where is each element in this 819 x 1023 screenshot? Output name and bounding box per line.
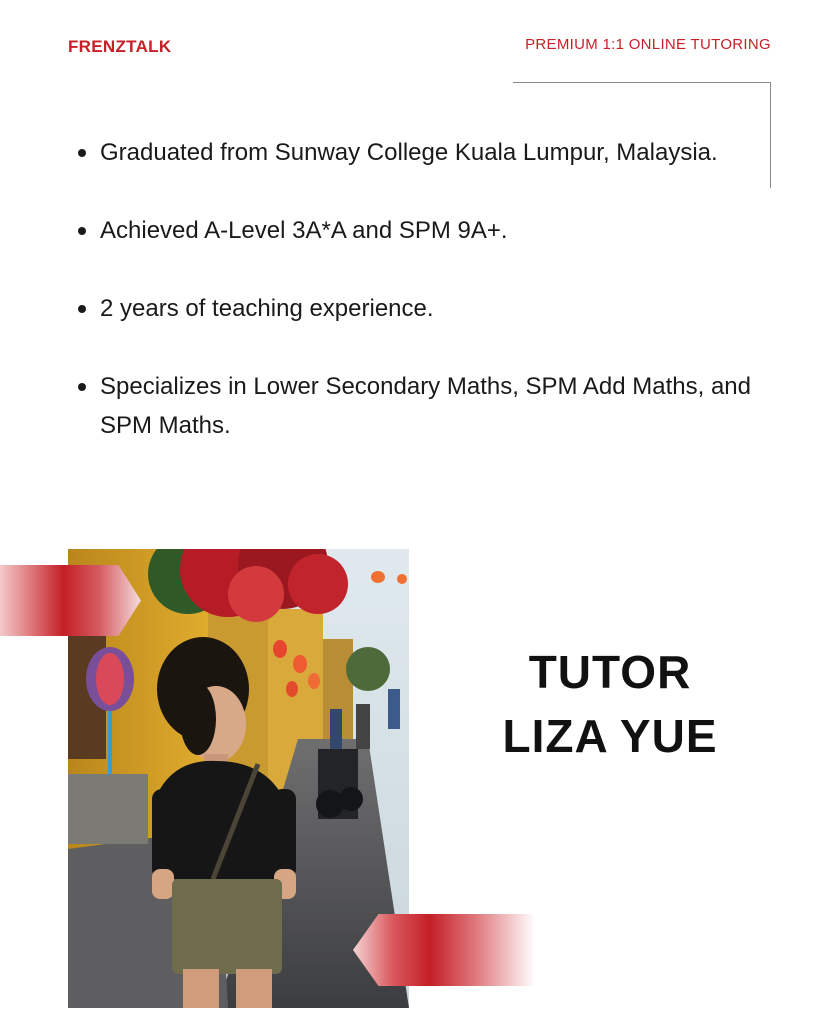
- bullet-dot-icon: [78, 227, 86, 235]
- tutor-qualifications-list: [78, 133, 758, 445]
- brand-logo-text: FRENZTALK: [68, 37, 172, 56]
- list-item: [78, 133, 758, 172]
- decorative-line-vertical: [770, 82, 771, 188]
- decorative-ribbon-left: [0, 565, 141, 636]
- list-item: [78, 211, 758, 250]
- list-item: [78, 289, 758, 328]
- decorative-line-horizontal: [513, 82, 771, 83]
- list-item: [78, 367, 758, 445]
- bullet-dot-icon: [78, 305, 86, 313]
- decorative-ribbon-right: [353, 914, 535, 986]
- tutor-title: TUTOR: [528, 646, 692, 698]
- bullet-dot-icon: [78, 383, 86, 391]
- qualification-text: Specializes in Lower Secondary Maths, SPM Add Maths, and SPM Maths.: [100, 373, 751, 439]
- header-tagline: PREMIUM 1:1 ONLINE TUTORING: [525, 36, 771, 53]
- tutor-full-name: LIZA YUE: [502, 710, 718, 762]
- qualification-text: Graduated from Sunway College Kuala Lumpur, Malaysia.: [100, 139, 718, 166]
- qualification-text: Achieved A-Level 3A*A and SPM 9A+.: [100, 217, 508, 244]
- qualification-text: 2 years of teaching experience.: [100, 295, 434, 322]
- bullet-dot-icon: [78, 149, 86, 157]
- tutor-name-heading: [460, 640, 760, 768]
